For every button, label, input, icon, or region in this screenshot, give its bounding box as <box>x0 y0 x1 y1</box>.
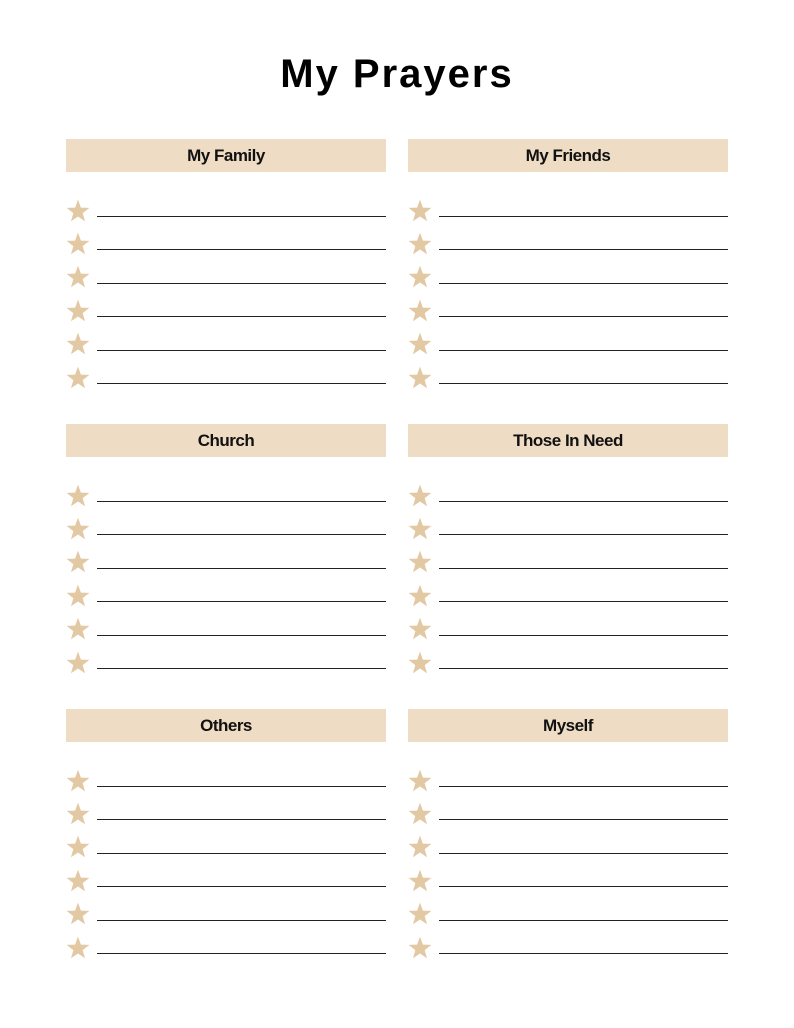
prayer-line-item <box>408 831 728 864</box>
star-icon <box>408 299 432 323</box>
writing-line <box>439 853 728 854</box>
star-icon <box>66 232 90 256</box>
prayer-line-item <box>408 864 728 897</box>
writing-line <box>439 786 728 787</box>
star-icon <box>408 366 432 390</box>
section-my-family <box>66 139 386 394</box>
writing-line <box>439 216 728 217</box>
writing-line <box>97 568 386 569</box>
prayer-line-item <box>408 646 728 679</box>
prayer-line-item <box>66 579 386 612</box>
star-icon <box>66 199 90 223</box>
writing-line <box>439 534 728 535</box>
prayer-line-item <box>408 764 728 797</box>
prayer-line-item <box>66 328 386 361</box>
writing-line <box>97 216 386 217</box>
star-icon <box>66 651 90 675</box>
star-icon <box>408 936 432 960</box>
star-icon <box>408 584 432 608</box>
writing-line <box>439 920 728 921</box>
section-myself <box>408 709 728 964</box>
writing-line <box>97 920 386 921</box>
writing-line <box>439 668 728 669</box>
star-icon <box>408 265 432 289</box>
writing-line <box>97 350 386 351</box>
writing-line <box>97 316 386 317</box>
prayer-line-item <box>66 194 386 227</box>
writing-line <box>439 501 728 502</box>
star-icon <box>408 802 432 826</box>
star-icon <box>408 869 432 893</box>
star-icon <box>408 550 432 574</box>
writing-line <box>97 534 386 535</box>
star-icon <box>66 265 90 289</box>
prayer-line-item <box>408 797 728 830</box>
prayer-line-item <box>66 479 386 512</box>
prayer-line-item <box>66 261 386 294</box>
section-header: Others <box>66 709 386 742</box>
star-icon <box>408 835 432 859</box>
writing-line <box>439 249 728 250</box>
star-icon <box>408 517 432 541</box>
prayer-line-item <box>408 512 728 545</box>
writing-line <box>97 249 386 250</box>
writing-line <box>97 953 386 954</box>
prayer-line-item <box>66 831 386 864</box>
prayer-line-item <box>408 479 728 512</box>
prayer-line-item <box>408 546 728 579</box>
star-icon <box>66 617 90 641</box>
section-those-in-need <box>408 424 728 679</box>
prayer-list <box>66 764 386 964</box>
section-church <box>66 424 386 679</box>
prayer-line-item <box>408 361 728 394</box>
star-icon <box>66 332 90 356</box>
star-icon <box>66 902 90 926</box>
prayer-line-item <box>66 797 386 830</box>
prayer-line-item <box>66 512 386 545</box>
writing-line <box>97 886 386 887</box>
prayer-line-item <box>408 328 728 361</box>
writing-line <box>439 383 728 384</box>
prayer-line-item <box>408 194 728 227</box>
writing-line <box>97 786 386 787</box>
section-header: Myself <box>408 709 728 742</box>
writing-line <box>439 350 728 351</box>
prayer-line-item <box>408 613 728 646</box>
star-icon <box>66 936 90 960</box>
prayer-line-item <box>66 294 386 327</box>
writing-line <box>439 283 728 284</box>
writing-line <box>439 316 728 317</box>
prayer-line-item <box>408 227 728 260</box>
writing-line <box>439 953 728 954</box>
writing-line <box>97 635 386 636</box>
star-icon <box>408 332 432 356</box>
prayer-list <box>408 194 728 394</box>
writing-line <box>97 853 386 854</box>
star-icon <box>66 299 90 323</box>
star-icon <box>66 517 90 541</box>
page-title: My Prayers <box>280 52 514 96</box>
star-icon <box>408 902 432 926</box>
star-icon <box>66 802 90 826</box>
prayer-line-item <box>66 864 386 897</box>
prayer-list <box>66 194 386 394</box>
star-icon <box>66 835 90 859</box>
prayer-line-item <box>66 613 386 646</box>
writing-line <box>439 568 728 569</box>
star-icon <box>408 617 432 641</box>
star-icon <box>408 484 432 508</box>
section-header: My Family <box>66 139 386 172</box>
star-icon <box>66 584 90 608</box>
prayer-list <box>66 479 386 679</box>
writing-line <box>439 601 728 602</box>
writing-line <box>439 819 728 820</box>
writing-line <box>97 668 386 669</box>
prayer-line-item <box>408 261 728 294</box>
star-icon <box>66 869 90 893</box>
star-icon <box>408 769 432 793</box>
star-icon <box>408 199 432 223</box>
writing-line <box>97 283 386 284</box>
prayer-line-item <box>408 898 728 931</box>
prayer-line-item <box>408 294 728 327</box>
prayer-line-item <box>66 646 386 679</box>
prayer-line-item <box>66 546 386 579</box>
section-my-friends <box>408 139 728 394</box>
writing-line <box>97 501 386 502</box>
prayer-line-item <box>66 931 386 964</box>
prayer-line-item <box>408 579 728 612</box>
star-icon <box>66 550 90 574</box>
prayer-line-item <box>66 227 386 260</box>
prayer-line-item <box>66 898 386 931</box>
prayer-list <box>408 479 728 679</box>
star-icon <box>408 232 432 256</box>
prayer-line-item <box>66 764 386 797</box>
writing-line <box>439 886 728 887</box>
section-header: Church <box>66 424 386 457</box>
section-others <box>66 709 386 964</box>
star-icon <box>66 769 90 793</box>
star-icon <box>408 651 432 675</box>
section-header: My Friends <box>408 139 728 172</box>
section-header: Those In Need <box>408 424 728 457</box>
prayer-line-item <box>408 931 728 964</box>
star-icon <box>66 484 90 508</box>
writing-line <box>439 635 728 636</box>
writing-line <box>97 601 386 602</box>
writing-line <box>97 819 386 820</box>
prayer-list <box>408 764 728 964</box>
prayer-line-item <box>66 361 386 394</box>
star-icon <box>66 366 90 390</box>
writing-line <box>97 383 386 384</box>
